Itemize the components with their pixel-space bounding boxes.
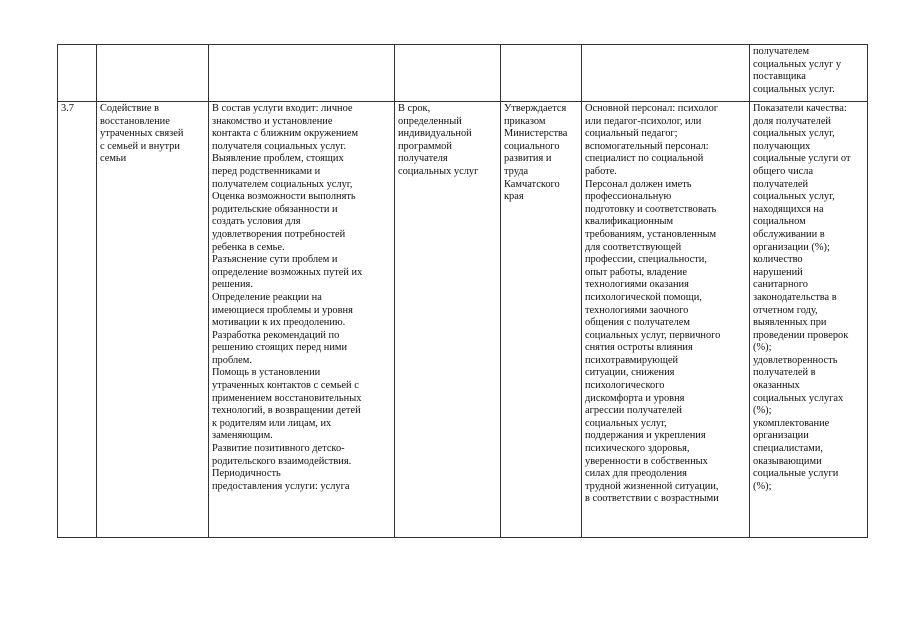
text-line: развития и (504, 153, 552, 165)
service-name (100, 103, 205, 166)
text-line: получающих (753, 140, 811, 152)
text-line: специалистами, (753, 443, 823, 455)
text-line: (%); (753, 480, 772, 492)
text-line: края (504, 191, 524, 203)
text-line: требованиям, установленным (585, 228, 717, 240)
text-line: обслуживании в (753, 228, 825, 240)
text-line: организации (%); (753, 241, 830, 253)
text-line: оказанных (753, 380, 800, 392)
text-line: индивидуальной (398, 128, 472, 140)
text-line: вспомогательный персонал: (585, 140, 709, 152)
text-line: Утверждается (504, 103, 567, 114)
text-line: проблем. (212, 354, 252, 366)
text-line: получателем социальных услуг, (212, 178, 353, 190)
text-line: находящихся на (753, 203, 824, 215)
text-line: социальных услуг у (753, 58, 842, 70)
text-line: программой (398, 140, 452, 152)
cell-tariff (501, 102, 582, 538)
text-line: Разъяснение сути проблем и (212, 254, 338, 266)
text-line: заменяющим. (212, 430, 273, 442)
text-line: Выявление проблем, стоящих (212, 153, 344, 165)
text-line: имеющиеся проблемы и уровня (212, 304, 353, 316)
text-line: применением восстановительных (212, 392, 362, 404)
text-line: профессии, специальности, (585, 254, 707, 266)
text-line: предоставления услуги: услуга (212, 480, 350, 492)
text-line: В срок, (398, 103, 431, 114)
text-line: Министерства (504, 128, 568, 140)
text-line: в соответствии с возрастными (585, 493, 719, 505)
text-line: подготовку и соответствовать (585, 203, 717, 215)
text-line: Показатели качества: (753, 103, 847, 114)
text-line: отчетном году, (753, 304, 818, 316)
text-line: социальном (753, 216, 806, 228)
text-line: организации (753, 430, 809, 442)
text-line: Персонал должен иметь (585, 178, 692, 190)
text-line: утраченных контактов с семьей с (212, 380, 359, 392)
text-line: социальных услуг, (753, 191, 835, 203)
text-line: психологической помощи, (585, 291, 702, 303)
text-line: поставщика (753, 71, 806, 83)
text-line: мотивации к их преодолению. (212, 317, 346, 329)
text-line: Разработка рекомендаций по (212, 329, 340, 341)
text-line: получателя социальных услуг. (212, 140, 347, 152)
service-term (398, 103, 497, 179)
text-line: Камчатского (504, 178, 560, 190)
text-line: Содействие в (100, 103, 160, 114)
text-line: или педагог-психолог, или (585, 115, 702, 127)
text-line: приказом (504, 115, 546, 127)
text-line: социальные услуги от (753, 153, 851, 165)
text-line: определение возможных путей их (212, 266, 363, 278)
cell-conditions (582, 102, 750, 538)
cell-tariff (501, 45, 582, 102)
text-line: дискомфорта и уровня (585, 392, 685, 404)
text-line: получателем (753, 46, 810, 57)
text-line: для соответствующей (585, 241, 682, 253)
text-line: доля получателей (753, 115, 831, 127)
text-line: социальных услуг (398, 165, 479, 177)
text-line: В состав услуги входит: личное (212, 103, 353, 114)
text-line: Периодичность (212, 468, 281, 480)
cell-service (97, 102, 209, 538)
text-line: удовлетворенность (753, 354, 838, 366)
quality-text (753, 46, 864, 96)
text-line: Помощь в установлении (212, 367, 321, 379)
services-table (57, 44, 868, 538)
text-line: решения. (212, 279, 253, 291)
cell-number (58, 102, 97, 538)
text-line: родительского взаимодействия. (212, 455, 352, 467)
text-line: Оценка возможности выполнять (212, 191, 356, 203)
text-line: перед родственниками и (212, 165, 321, 177)
text-line: выявленных при (753, 317, 827, 329)
text-line: создать условия для (212, 216, 301, 228)
text-line: семьи (100, 153, 127, 165)
text-line: труда (504, 165, 529, 177)
text-line: социальных услугах (753, 392, 844, 404)
text-line: социальных услуг. (753, 83, 835, 95)
cell-service (97, 45, 209, 102)
cell-number (58, 45, 97, 102)
text-line: (%); (753, 405, 772, 417)
text-line: получателей в (753, 367, 816, 379)
text-line: профессиональную (585, 191, 672, 203)
text-line: психологического (585, 380, 665, 392)
text-line: ситуации, снижения (585, 367, 675, 379)
cell-term (395, 102, 501, 538)
text-line: снятия остроты влияния (585, 342, 693, 354)
text-line: технологиями заочного (585, 304, 689, 316)
service-conditions (585, 103, 746, 506)
text-line: силах для преодоления (585, 468, 687, 480)
text-line: санитарного (753, 279, 808, 291)
text-line: укомплектование (753, 417, 830, 429)
text-line: удовлетворения потребностей (212, 228, 346, 240)
quality-indicators (753, 103, 864, 493)
text-line: психотравмирующей (585, 354, 679, 366)
text-line: получателя (398, 153, 448, 165)
text-line: к родителям или лицам, их (212, 417, 332, 429)
text-line: знакомство и установление (212, 115, 333, 127)
text-line: социального (504, 140, 560, 152)
text-line: ребенка в семье. (212, 241, 285, 253)
text-line: оказывающими (753, 455, 822, 467)
text-line: родительские обязанности и (212, 203, 338, 215)
text-line: Развитие позитивного детско- (212, 443, 345, 455)
text-line: получателей (753, 178, 809, 190)
text-line: поддержания и укрепления (585, 430, 706, 442)
cell-content (209, 45, 395, 102)
text-line: восстановление (100, 115, 170, 127)
text-line: утраченных связей (100, 128, 184, 140)
cell-quality (750, 102, 868, 538)
cell-conditions (582, 45, 750, 102)
text-line: уверенности в собственных (585, 455, 708, 467)
text-line: социальный педагог; (585, 128, 678, 140)
text-line: решению стоящих перед ними (212, 342, 348, 354)
text-line: (%); (753, 342, 772, 354)
table-row-3-7 (58, 102, 868, 538)
cell-content (209, 102, 395, 538)
cell-quality (750, 45, 868, 102)
service-content (212, 103, 391, 493)
row-number: 3.7 (61, 103, 74, 114)
text-line: технологиями оказания (585, 279, 689, 291)
text-line: трудной жизненной ситуации, (585, 480, 719, 492)
table-row-continuation (58, 45, 868, 102)
text-line: агрессии получателей (585, 405, 682, 417)
text-line: технологий, в возвращении детей (212, 405, 361, 417)
text-line: с семьей и внутри (100, 140, 180, 152)
text-line: Основной персонал: психолог (585, 103, 719, 114)
text-line: количество (753, 254, 803, 266)
text-line: социальных услуг, (753, 128, 835, 140)
text-line: квалификационным (585, 216, 674, 228)
text-line: общения с получателем (585, 317, 690, 329)
text-line: общего числа (753, 165, 814, 177)
text-line: социальные услуги (753, 468, 839, 480)
text-line: специалист по социальной (585, 153, 704, 165)
text-line: законодательства в (753, 291, 837, 303)
text-line: нарушений (753, 266, 803, 278)
service-tariff (504, 103, 578, 204)
cell-term (395, 45, 501, 102)
text-line: социальных услуг, (585, 417, 667, 429)
text-line: определенный (398, 115, 462, 127)
text-line: опыт работы, владение (585, 266, 687, 278)
text-line: Определение реакции на (212, 291, 322, 303)
text-line: психического здоровья, (585, 443, 690, 455)
text-line: работе. (585, 165, 617, 177)
text-line: социальных услуг, первичного (585, 329, 721, 341)
text-line: проведении проверок (753, 329, 849, 341)
text-line: контакта с ближним окружением (212, 128, 359, 140)
